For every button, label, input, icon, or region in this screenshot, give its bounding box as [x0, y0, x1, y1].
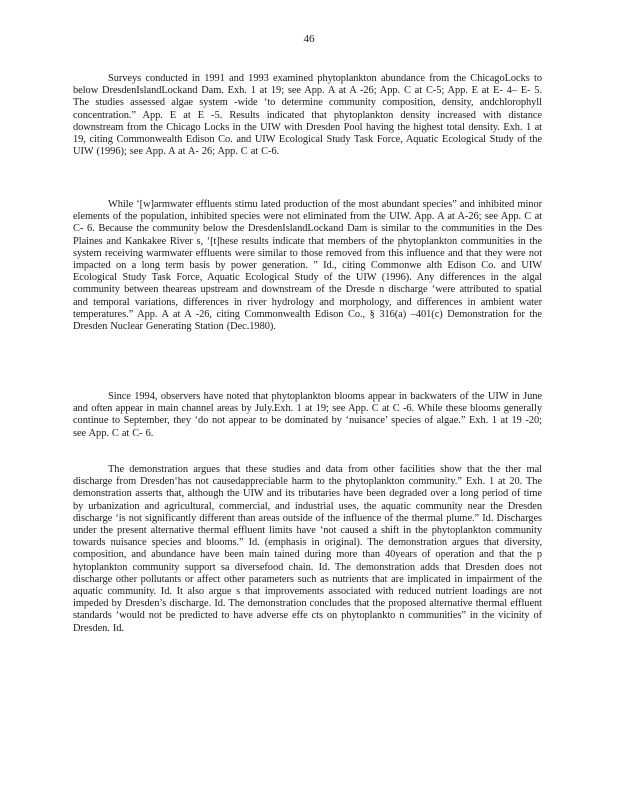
paragraph-warmwater-effluents: While ‘[w]armwater effluents stimu lated production of the most abundant species” and inhibited minor elements of the population, inhibited species were not eliminated from the UIW. App. A at A-26; see App. C at C- 6. Because the community below the DresdenIslandLockand Dam is similar to the communities in the Des Plaines and Kankakee River s, ‘[t]hese results indicate that members of the phytoplankton communities in the system receiving warmwater effluents were similar to those removed from this influence and that they were not impacted on a long term basis by power generation. ” Id., citing Commonwe alth Edison Co. and UIW Ecological Study Task Force, Aquatic Ecological Study of the UIW (1996). Any differences in the algal community between theareas upstream and downstream of the Dresde n discharge ‘were attributed to spatial and temporal variations, differences in river hydrology and morphology, and differences in ambient water temperatures.” App. A at A -26, citing Commonwealth Edison Co., § 316(a) –401(c) Demonstration for the Dresden Nuclear Generating Station (Dec.1980). — [73, 199, 542, 333]
paragraph-phytoplankton-surveys: Surveys conducted in 1991 and 1993 examined phytoplankton abundance from the ChicagoLocks to below DresdenIslandLockand Dam. Exh. 1 at 19; see App. A at A -26; App. C at C-5; App. E at E- 4– E- 5. The studies assessed algae system -wide ‘to determine community composition, density, andchlorophyll concentration.” App. E at E -5. Results indicated that phytoplankton density increased with distance downstream from the Chicago Locks in the UIW with Dresden Pool having the highest total density. Exh. 1 at 19, citing Commonwealth Edison Co. and UIW Ecological Study Task Force, Aquatic Ecological Study of the UIW (1996); see App. A at A- 26; App. C at C-6. — [73, 73, 542, 158]
page-number: 46 — [303, 33, 315, 45]
paragraph-phytoplankton-blooms: Since 1994, observers have noted that phytoplankton blooms appear in backwaters of the UIW in June and often appear in main channel areas by July.Exh. 1 at 19; see App. C at C -6. While these blooms generally continue to September, they ‘do not appear to be dominated by ‘nuisance’ species of algae.” Exh. 1 at 19 -20; see App. C at C- 6. — [73, 391, 542, 439]
paragraph-demonstration-argues: The demonstration argues that these studies and data from other facilities show that the ther mal discharge from Dresden‘has not causedappreciable harm to the phytoplankton community.” Exh. 1 at 20. The demonstration asserts that, although the UIW and its tributaries have been degraded over a long period of time by urbanization and agricultural, commercial, and industrial uses, the aquatic community near the Dresden discharge ‘is not significantly different than areas outside of the influence of the thermal plume.” Id. Discharges under the present alternative thermal effluent limits have ‘not caused a shift in the phytoplankton community towards nuisance species and blooms.” Id. (emphasis in original). The demonstration argues that diversity, composition, and abundance have been main tained during more than 40years of operation and that the p hytoplankton community support sa diversefood chain. Id. The demonstration adds that Dresden does not discharge other pollutants or affect other parameters such as nutrients that are implicated in impairment of the aquatic community. Id. It also argue s that improvements associated with reduced nutrient loadings are not impeded by Dresden’s discharge. Id. The demonstration concludes that the proposed alternative thermal effluent standards ‘would not be predicted to have adverse effe cts on phytoplankto n communities” in the vicinity of Dresden. Id. — [73, 464, 542, 634]
